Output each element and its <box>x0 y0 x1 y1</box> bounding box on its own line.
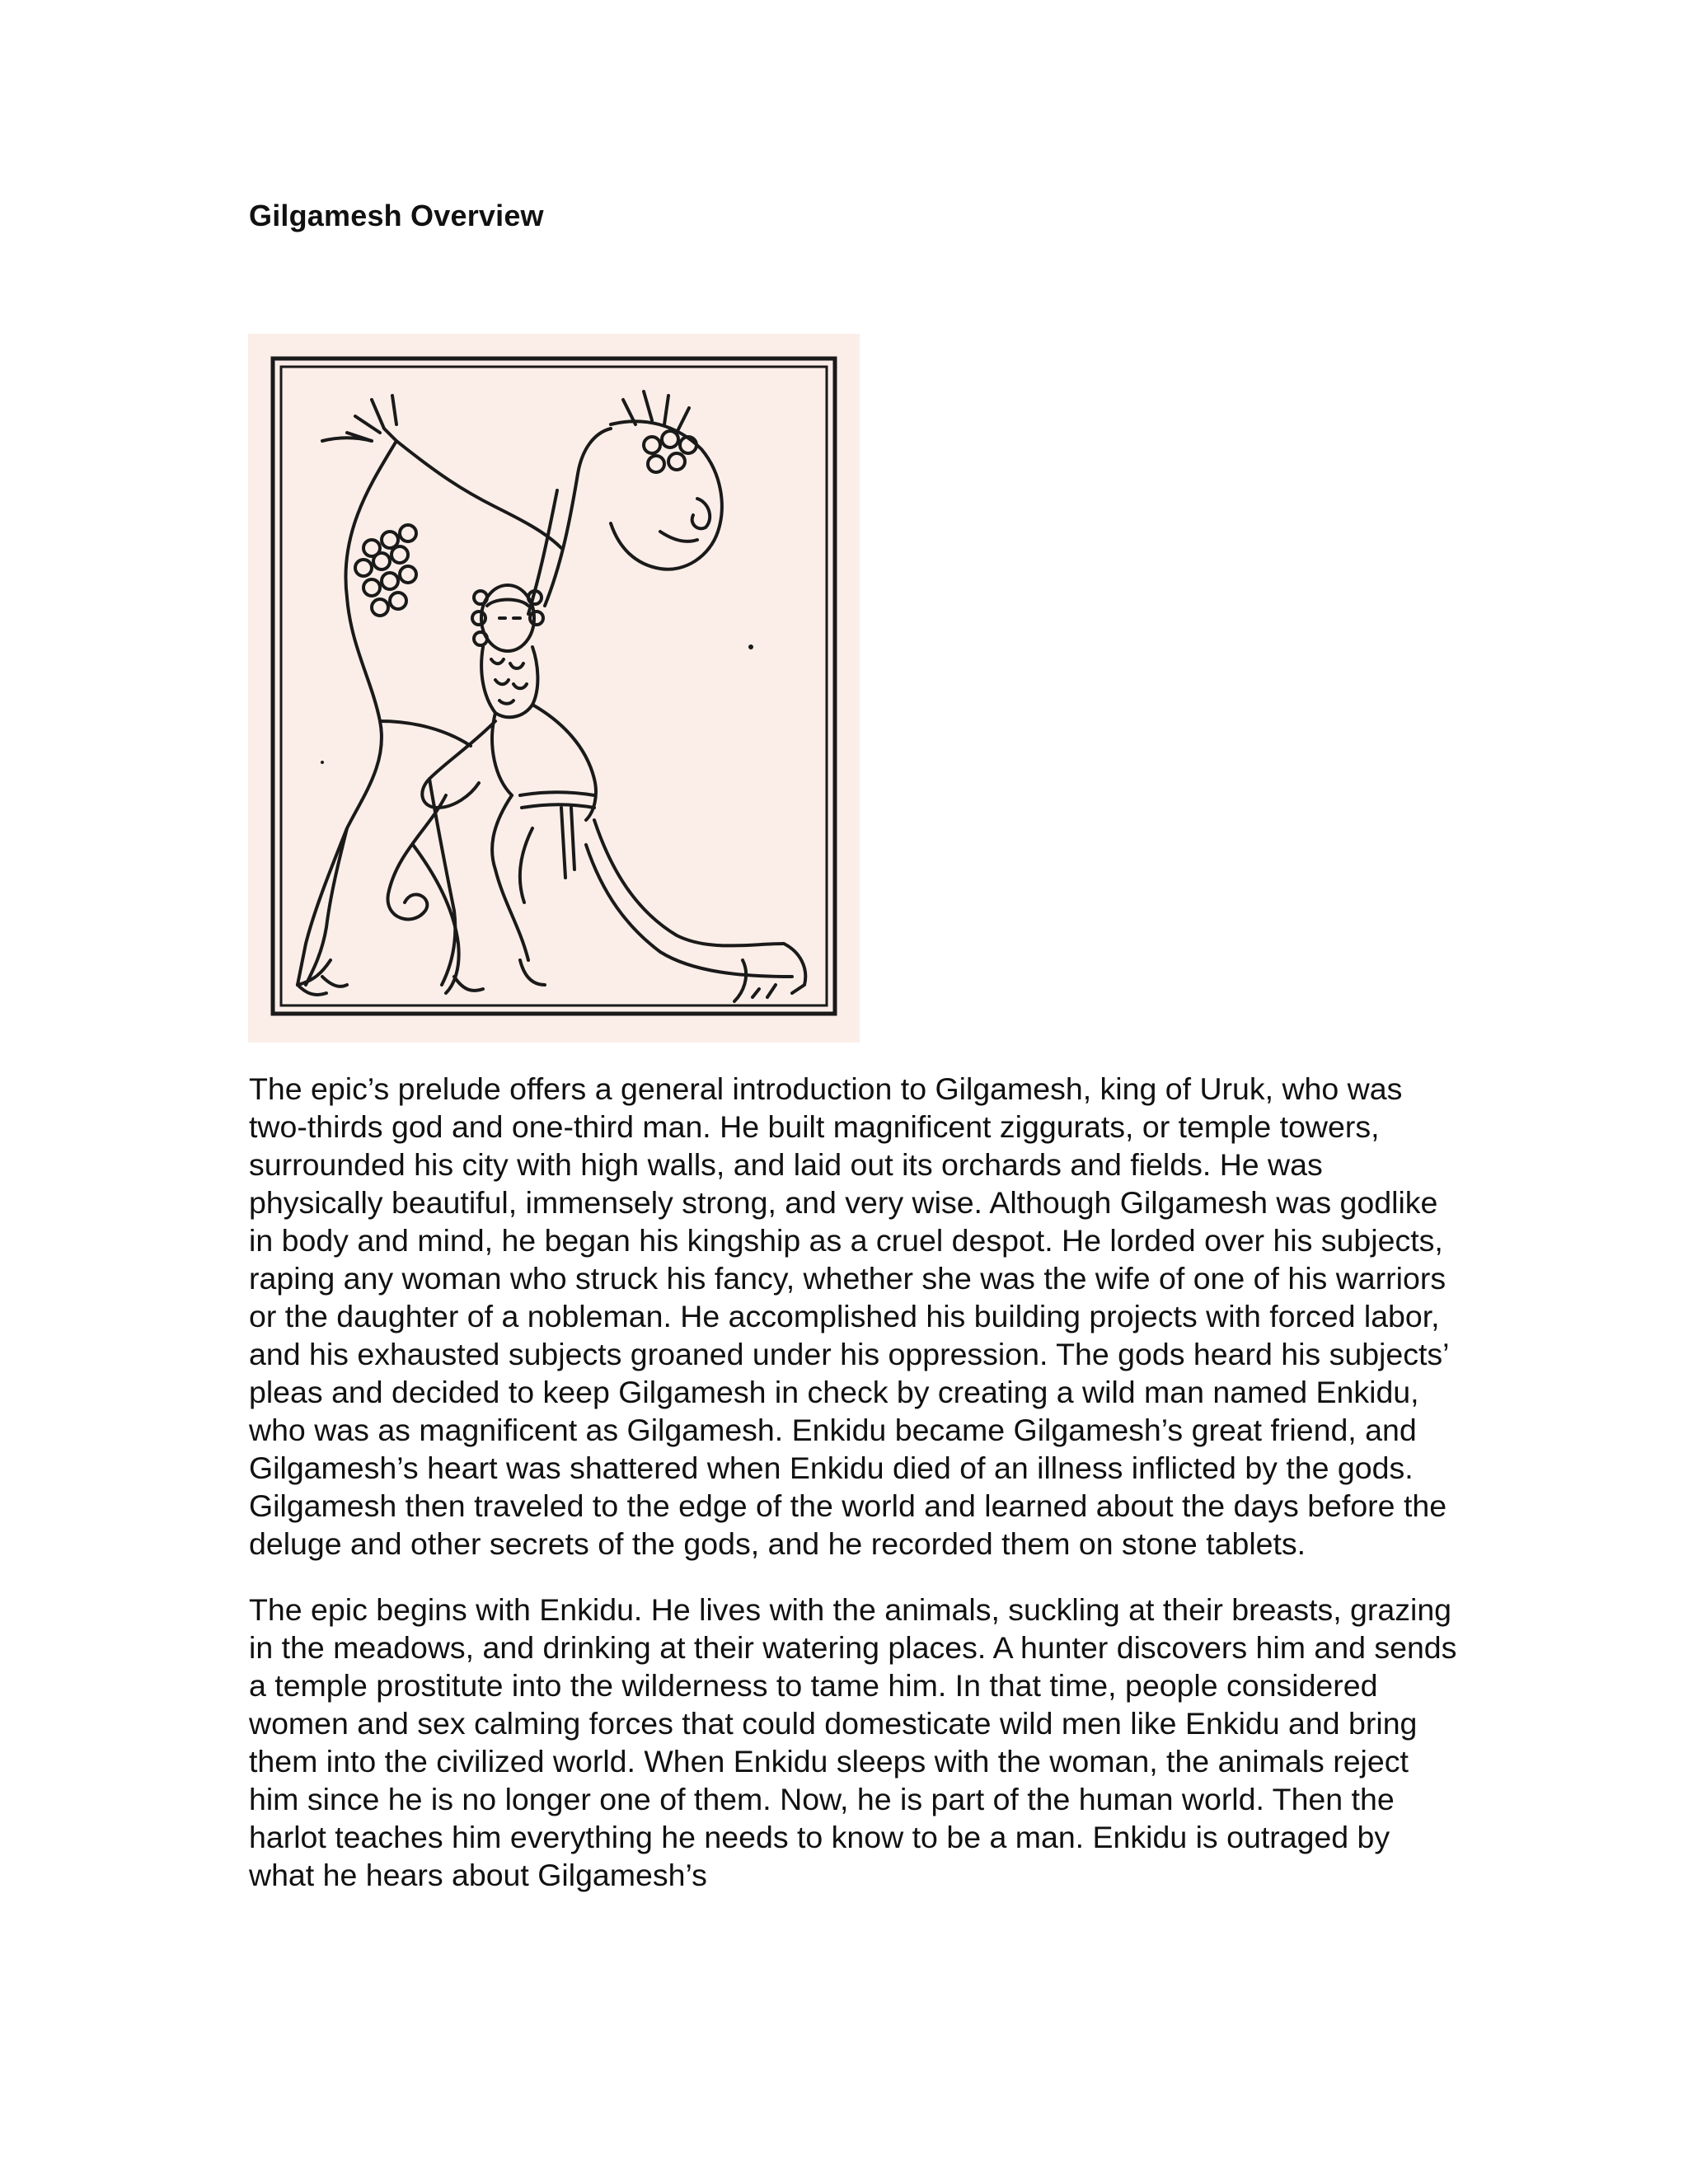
page-title: Gilgamesh Overview <box>249 199 544 232</box>
illustration-figure <box>248 334 860 1043</box>
body-text <box>249 1070 1461 1922</box>
paragraph: The epic’s prelude offers a general introduction to Gilgamesh, king of Uruk, who was two-thirds god and one-third man. He built magnificent ziggurats, or temple towers, surrounded his city with high walls, and laid out its orchards and fields. He was physically beautiful, immensely strong, and very wise. Although Gilgamesh was godlike in body and mind, he began his kingship as a cruel despot. He lorded over his subjects, raping any woman who struck his fancy, whether she was the wife of one of his warriors or the daughter of a nobleman. He accomplished his building projects with forced labor, and his exhausted subjects groaned under his oppression. The gods heard his subjects’ pleas and decided to keep Gilgamesh in check by creating a wild man named Enkidu, who was as magnificent as Gilgamesh. Enkidu became Gilgamesh’s great friend, and Gilgamesh’s heart was shattered when Enkidu died of an illness inflicted by the gods. Gilgamesh then traveled to the edge of the world and learned about the days before the deluge and other secrets of the gods, and he recorded them on stone tablets. <box>249 1071 1449 1561</box>
hero-wrestling-lion-icon <box>248 334 860 1043</box>
paragraph: The epic begins with Enkidu. He lives with the animals, suckling at their breasts, grazing in the meadows, and drinking at their watering places. A hunter discovers him and sends a temple prostitute into the wilderness to tame him. In that time, people considered women and sex calming forces that could domesticate wild men like Enkidu and bring them into the civilized world. When Enkidu sleeps with the woman, the animals reject him since he is no longer one of them. Now, he is part of the human world. Then the harlot teaches him everything he needs to know to be a man. Enkidu is outraged by what he hears about Gilgamesh’s <box>249 1592 1457 1892</box>
